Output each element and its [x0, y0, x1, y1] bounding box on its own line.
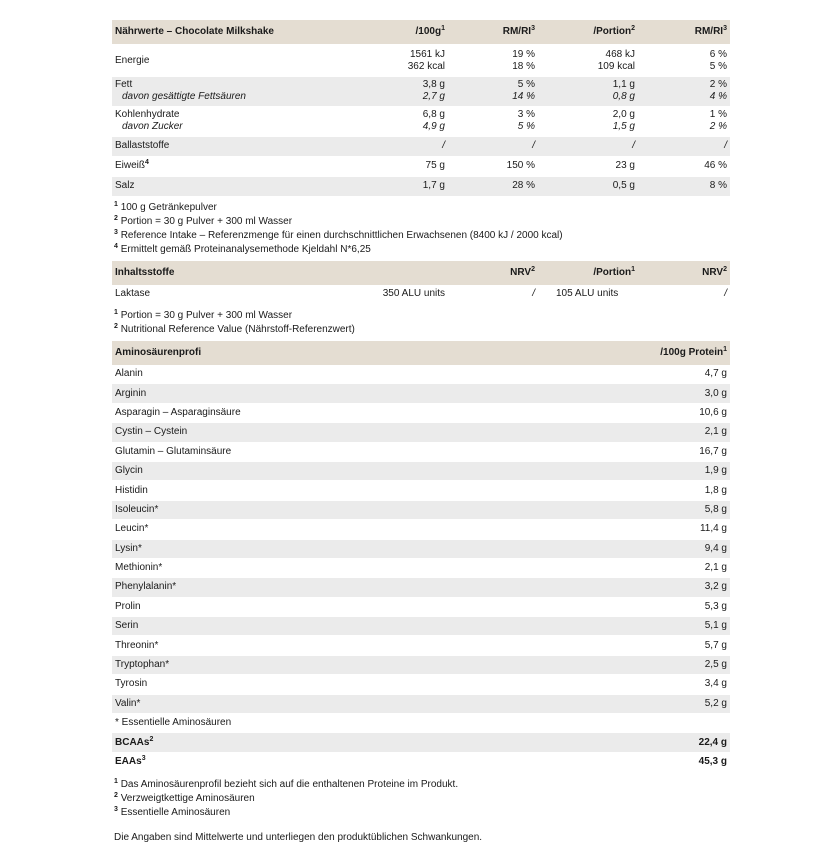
table-row [112, 675, 730, 694]
total-row [112, 752, 730, 771]
essential-note-row [112, 714, 730, 733]
row-label: Tyrosin [112, 675, 592, 694]
row-value: 9,4 g [592, 539, 730, 558]
total-label: BCAAs$^2$ [112, 733, 592, 752]
row-value: 5,8 g [592, 500, 730, 519]
table-row: Salz 1,7 g 28 % 0,5 g 8 % [112, 176, 730, 196]
row-label: Cystin – Cystein [112, 423, 592, 442]
footnote: $^2$ Verzweigtkettige Aminosäuren [114, 792, 255, 805]
total-value: 45,3 g [592, 752, 730, 771]
row-label: Valin* [112, 694, 592, 713]
table-row: Fett davon gesättigte Fettsäuren 3,8 g 2,7 g 5 % 14 % 1,1 g 0,8 g 2 % 4 % [112, 76, 730, 106]
row-label: Glycin [112, 461, 592, 480]
row-value: 1,9 g [592, 461, 730, 480]
table-row [112, 597, 730, 616]
row-label: Kohlenhydrate [115, 109, 180, 120]
col-nrv-portion: NRV$^2$ [638, 261, 730, 285]
table-row [112, 500, 730, 519]
row-label: Eiweiß$^4$ [112, 156, 320, 176]
essential-note: * Essentielle Aminosäuren [112, 714, 730, 733]
footnote: $^4$ Ermittelt gemäß Proteinanalysemethode Kjeldahl N*6,25 [114, 242, 371, 255]
footnote: $^1$ Portion = 30 g Pulver + 300 ml Wasser [114, 309, 293, 321]
footnote: $^2$ Nutritional Reference Value (Nährstoff-Referenzwert) [114, 323, 355, 335]
row-label: Fett [115, 79, 133, 90]
table-row: Energie 1561 kJ 362 kcal 19 % 18 % 468 kJ 109 kcal 6 % 5 % [112, 46, 730, 76]
ingredients-table [112, 261, 730, 306]
row-label: Ballaststoffe [112, 136, 320, 156]
col-per-100g-protein: /100g Protein$^1$ [592, 341, 730, 365]
row-value: 2,1 g [592, 423, 730, 442]
row-label: Glutamin – Glutaminsäure [112, 442, 592, 461]
row-label: Histidin [112, 481, 592, 500]
nutrition-title: Nährwerte – Chocolate Milkshake [112, 20, 320, 44]
table-row [112, 617, 730, 636]
total-label: EAAs$^3$ [112, 752, 592, 771]
nutrition-table [112, 20, 730, 197]
col-per-100g: $/100g^1$ [320, 20, 448, 44]
col-nrv-100g: NRV$^2$ [448, 261, 538, 285]
nutrition-document [112, 20, 730, 843]
table-row [112, 655, 730, 674]
amino-header [112, 341, 730, 365]
table-row: Eiweiß$^4$ 75 g 150 % 23 g 46 % [112, 156, 730, 176]
row-label: Alanin [112, 365, 592, 384]
amino-footnotes [112, 772, 730, 822]
footnote: $^3$ Essentielle Aminosäuren [114, 806, 231, 819]
amino-table [112, 341, 730, 772]
table-row [112, 539, 730, 558]
table-row [112, 636, 730, 655]
table-row [112, 403, 730, 422]
table-row [112, 481, 730, 500]
row-value: 5,3 g [592, 597, 730, 616]
row-label: Serin [112, 617, 592, 636]
row-label: Salz [112, 176, 320, 196]
footnote: $^1$ Das Aminosäurenprofil bezieht sich auf die enthaltenen Proteine im Produkt. [114, 778, 459, 791]
row-label: Asparagin – Asparaginsäure [112, 403, 592, 422]
table-row: Laktase 350 ALU units / 105 ALU units / [112, 285, 730, 305]
row-value: 3,0 g [592, 384, 730, 403]
table-row [112, 520, 730, 539]
footnote: $^1$ 100 g Getränkepulver [114, 200, 217, 213]
row-label: Phenylalanin* [112, 578, 592, 597]
table-row: Ballaststoffe / / / / [112, 136, 730, 156]
row-value: 3,2 g [592, 578, 730, 597]
row-value: 4,7 g [592, 365, 730, 384]
row-value: 5,7 g [592, 636, 730, 655]
row-value: 5,2 g [592, 694, 730, 713]
total-value: 22,4 g [592, 733, 730, 752]
row-sub-label: davon gesättigte Fettsäuren [122, 91, 246, 102]
col-per-portion: /Portion$^2$ [538, 20, 638, 44]
table-row [112, 365, 730, 384]
amino-title: Aminosäurenprofi [112, 341, 592, 365]
ingredients-footnotes [112, 305, 730, 339]
row-label: Arginin [112, 384, 592, 403]
row-label: Isoleucin* [112, 500, 592, 519]
col-ri-100g: $RM/RI^3$ [448, 20, 538, 44]
row-label: Lysin* [112, 539, 592, 558]
row-label: Prolin [112, 597, 592, 616]
table-row [112, 423, 730, 442]
row-value: 2,1 g [592, 558, 730, 577]
ingredients-header [112, 261, 730, 285]
ingredients-title: Inhaltsstoffe [112, 261, 320, 285]
row-value: 11,4 g [592, 520, 730, 539]
footnote: $^3$ Reference Intake – Referenzmenge für einen durchschnittlichen Erwachsenen (8400 kJ / 2000 kcal) [114, 228, 563, 241]
row-value: 16,7 g [592, 442, 730, 461]
nutrition-header [112, 20, 730, 44]
table-row: Kohlenhydrate davon Zucker 6,8 g 4,9 g 3 % 5 % 2,0 g 1,5 g 1 % 2 % [112, 106, 730, 136]
row-value: 1,8 g [592, 481, 730, 500]
col-per-portion: /Portion$^1$ [538, 261, 638, 285]
footnote: $^2$ Portion = 30 g Pulver + 300 ml Wasser [114, 214, 293, 227]
row-label: Laktase [112, 285, 320, 305]
table-row [112, 461, 730, 480]
row-label: Threonin* [112, 636, 592, 655]
table-row [112, 384, 730, 403]
row-label: Energie [112, 46, 320, 76]
row-label: Methionin* [112, 558, 592, 577]
row-value: 10,6 g [592, 403, 730, 422]
total-row [112, 733, 730, 752]
table-row [112, 442, 730, 461]
table-row [112, 558, 730, 577]
row-value: 5,1 g [592, 617, 730, 636]
row-label: Tryptophan* [112, 655, 592, 674]
table-row [112, 578, 730, 597]
row-label: Leucin* [112, 520, 592, 539]
row-value: 2,5 g [592, 655, 730, 674]
amino-rows [112, 365, 730, 772]
nutrition-footnotes [112, 197, 730, 259]
disclaimer: Die Angaben sind Mittelwerte und unterliegen den produktüblichen Schwankungen. [114, 832, 483, 843]
col-ri-portion: $RM/RI^3$ [638, 20, 730, 44]
table-row [112, 694, 730, 713]
row-sub-label: davon Zucker [122, 121, 183, 132]
row-value: 3,4 g [592, 675, 730, 694]
